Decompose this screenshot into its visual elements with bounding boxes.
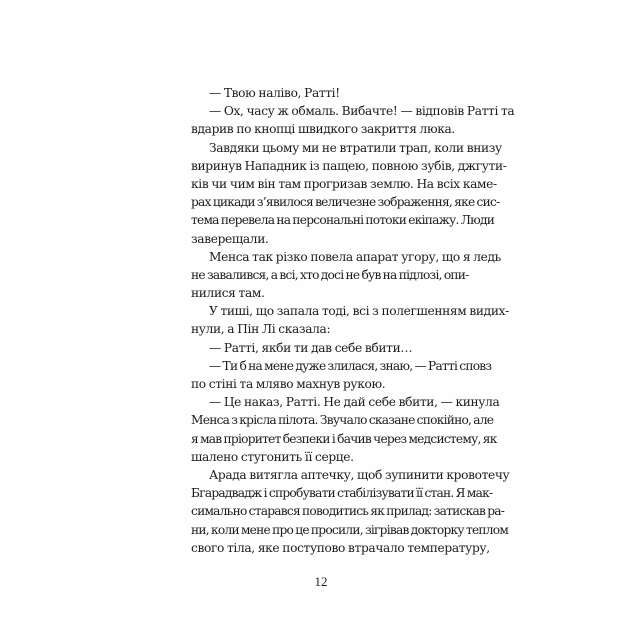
text-line: нули, а Пін Лі сказала:: [191, 322, 331, 337]
text-line: не завалився, а всі, хто досі не був на підлозі, опи-: [191, 267, 469, 282]
text-line: заверещали.: [191, 231, 269, 246]
text-line: Бгарадвадж і спробувати стабілізувати її стан. Я мак-: [191, 486, 493, 501]
text-line: тема перевела на персональні потоки екіпажу. Люди: [191, 213, 495, 228]
text-line: — Ратті, якби ти дав себе вбити…: [209, 340, 413, 355]
text-line: ни, коли мене про це просили, зігрівав докторку теплом: [191, 522, 509, 537]
text-line: Завдяки цьому ми не втратили трап, коли внизу: [209, 140, 502, 155]
text-line: симально старався поводитись як прилад: затискав ра-: [191, 504, 505, 519]
text-line: вдарив по кнопці швидкого закриття люка.: [191, 122, 455, 137]
text-line: рах цикади з’явилося величезне зображення, яке сис-: [191, 195, 500, 210]
text-line: по стіні та мляво махнув рукою.: [191, 377, 386, 391]
text-line: — Твою наліво, Ратті!: [209, 86, 340, 100]
page-number: 12: [314, 574, 328, 589]
text-line: У тиші, що запала тоді, всі з полегшенням видих-: [209, 304, 509, 319]
text-line: — Ти б на мене дуже злилася, знаю, — Ратті сповз: [209, 358, 492, 373]
text-line: ків чи чим він там прогризав землю. На всіх каме-: [191, 176, 497, 191]
text-line: шалено стугонить її серце.: [191, 449, 354, 464]
text-line: Арада витягла аптечку, щоб зупинити кровотечу: [209, 467, 510, 482]
body-text: [191, 84, 515, 557]
text-line: Менса так різко повела апарат угору, що я ледь: [209, 249, 501, 264]
text-line: виринув Нападник із пащею, повною зубів, джгути-: [191, 158, 507, 173]
text-line: свого тіла, яке поступово втрачало температуру,: [191, 540, 490, 555]
text-line: — Це наказ, Ратті. Не дай себе вбити, — кинула: [209, 395, 500, 410]
text-line: — Ох, часу ж обмаль. Вибачте! — відповів Ратті та: [209, 104, 515, 119]
text-line: Менса з крісла пілота. Звучало сказане спокійно, але: [191, 413, 494, 428]
text-line: нилися там.: [191, 286, 265, 301]
text-line: я мав пріоритет безпеки і бачив через медсистему, як: [191, 431, 497, 446]
